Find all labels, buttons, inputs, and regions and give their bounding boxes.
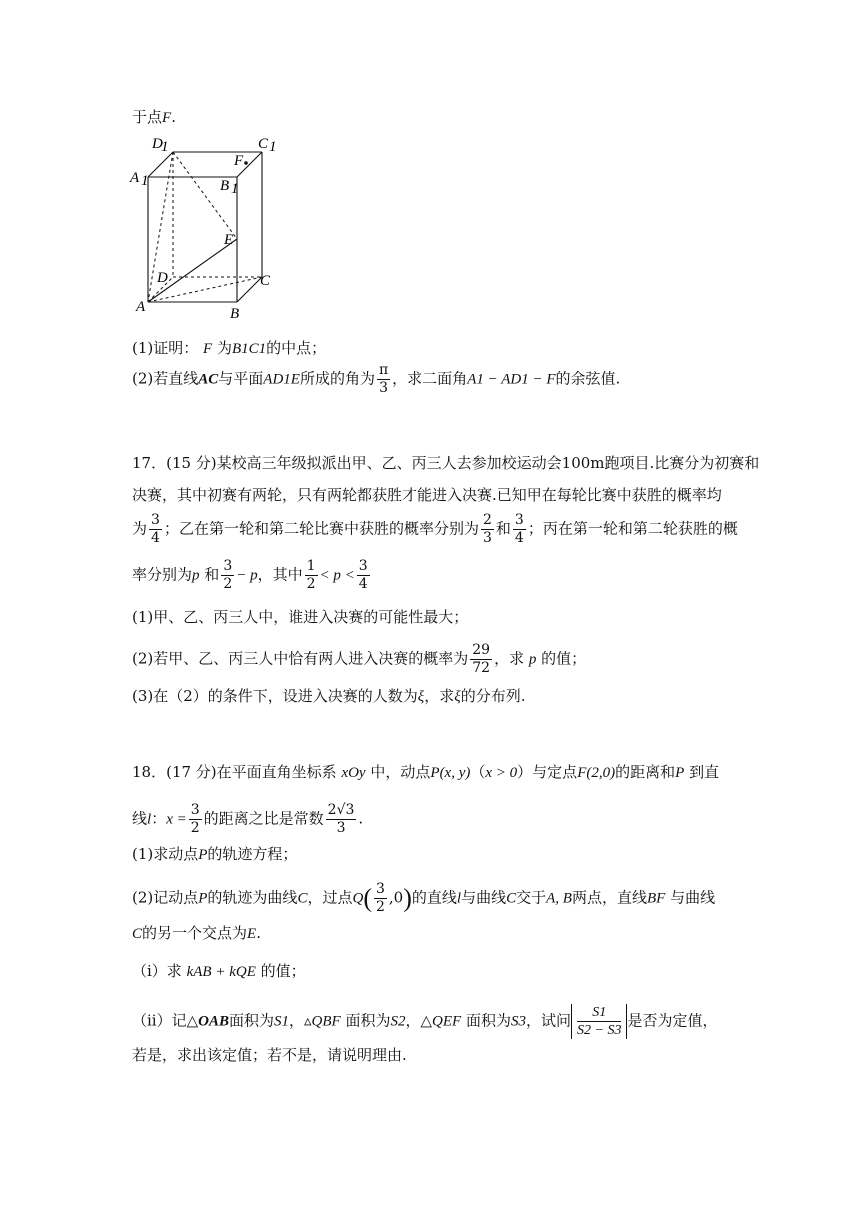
p18-last-line: 若是，求出该定值；若不是，请说明理由. [132, 1046, 407, 1064]
label-A: A [136, 299, 146, 315]
svg-text:1: 1 [269, 139, 277, 155]
svg-text:1: 1 [161, 139, 169, 155]
p18-question-2: (2)记动点P的轨迹为曲线C，过点Q( $\frac{3}{2}$ ,0)的直线l与曲线C交于A, B两点，直线BF 与曲线 [132, 881, 716, 915]
p18-line-3: C的另一个交点为E. [132, 924, 261, 942]
p17-question-3: (3)在（2）的条件下，设进入决赛的人数为ξ，求ξ的分布列. [132, 687, 526, 705]
abs-fraction: $\frac{S1}{S2 - S3}$ [571, 1004, 627, 1039]
label-C: C [260, 273, 271, 289]
p17-line-4: 率分别为p 和 $\frac{3}{2}$ − p，其中 $\frac{1}{2}$ < p < $\frac{3}{4}$ [132, 558, 368, 592]
p18-question-1: (1)求动点P的轨迹方程； [132, 845, 298, 863]
p16-question-1: (1)证明： F 为B1C1的中点； [132, 339, 327, 357]
p17-line-3: 为 $\frac{3}{4}$ ；乙在第一轮和第二轮比赛中获胜的概率分别为 $\frac{2}{3}$ 和 $\frac{3}{4}$ ；丙在第一轮和第二轮获胜的概 [132, 512, 738, 546]
fraction-pi-3: $\frac{\pi}{3}$ [378, 362, 389, 396]
svg-text:1: 1 [231, 181, 239, 197]
svg-text:1: 1 [141, 173, 149, 189]
p17-question-2: (2)若甲、乙、丙三人中恰有两人进入决赛的概率为 $\frac{29}{72}$ ，求 p 的值； [132, 642, 587, 676]
p16-question-2: (2)若直线AC与平面AD1E所成的角为 $\frac{\pi}{3}$ ，求二面角A1 − AD1 − F的余弦值. [132, 362, 621, 396]
label-D1: D [152, 136, 163, 152]
label-D: D [157, 270, 168, 286]
p17-question-1: (1)甲、乙、丙三人中，谁进入决赛的可能性最大； [132, 608, 469, 626]
label-F: F [234, 153, 244, 169]
label-B1: B [220, 178, 230, 194]
p18-sub-i: （i）求 kAB + kQE 的值； [132, 962, 306, 980]
label-A1: A [130, 170, 140, 186]
label-B: B [230, 306, 240, 322]
p17-heading: 17．(15 分)某校高三年级拟派出甲、乙、丙三人去参加校运动会100m跑项目.比赛分为初赛和 [132, 454, 760, 472]
p16-intro: 于点F. [132, 108, 176, 126]
cuboid-figure [128, 132, 288, 322]
p17-line-2: 决赛，其中初赛有两轮，只有两轮都获胜才能进入决赛.已知甲在每轮比赛中获胜的概率均 [132, 486, 722, 504]
p18-heading: 18．(17 分)在平面直角坐标系 xOy 中，动点P(x, y)（x > 0）与定点F(2,0)的距离和P 到直 [132, 763, 720, 781]
p18-sub-ii: （ii）记△OAB面积为S1，▵QBF 面积为S2，△QEF 面积为S3，试问 $\frac{S1}{S2 - S3}$ 是否为定值， [132, 1005, 718, 1038]
p18-line-2: 线l：x = $\frac{3}{2}$ 的距离之比是常数 $\frac{2√3}{3}$ . [132, 802, 364, 836]
label-C1: C [258, 136, 269, 152]
label-E: E [224, 232, 234, 248]
